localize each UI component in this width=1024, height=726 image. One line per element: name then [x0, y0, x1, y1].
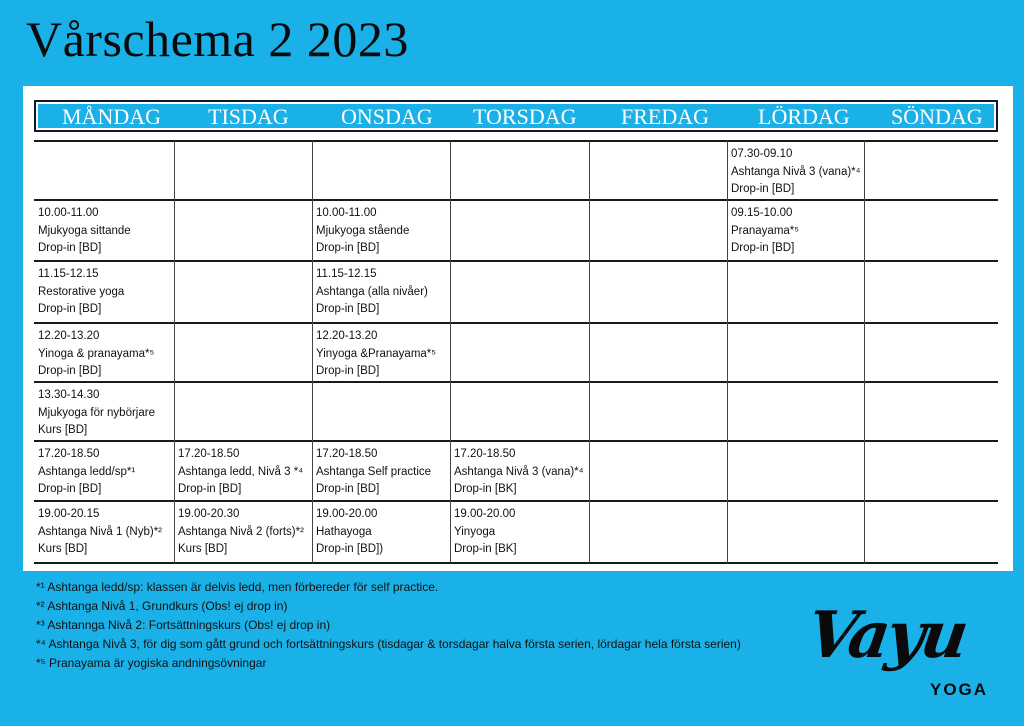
class-time: 17.20-18.50 — [454, 448, 516, 460]
footnote-2: *² Ashtanga Nivå 1, Grundkurs (Obs! ej drop in) — [36, 599, 288, 613]
column-divider — [174, 141, 175, 563]
class-entry — [38, 446, 135, 499]
class-entry — [454, 446, 584, 499]
class-time: 19.00-20.15 — [38, 508, 100, 520]
footnote-5: *⁵ Pranayama är yogiska andningsövningar — [36, 656, 267, 670]
class-name: Ashtanga ledd/sp*¹ — [38, 465, 136, 478]
class-type: Drop-in [BD] — [38, 303, 102, 315]
class-time: 12.20-13.20 — [38, 330, 100, 342]
class-name: Ashtanga Nivå 3 (vana)*⁴ — [731, 165, 861, 178]
class-time: 19.00-20.00 — [454, 508, 516, 520]
class-entry — [316, 205, 409, 258]
class-entry — [731, 205, 799, 258]
logo-wordmark: Vayu — [802, 598, 971, 673]
class-type: Kurs [BD] — [38, 424, 88, 436]
class-entry — [316, 328, 436, 381]
class-name: Ashtanga ledd, Nivå 3 *⁴ — [178, 465, 304, 478]
class-entry — [316, 266, 428, 319]
footnote-3: *³ Ashtannga Nivå 2: Fortsättningskurs (Obs! ej drop in) — [36, 618, 331, 632]
class-time: 17.20-18.50 — [316, 448, 378, 460]
class-time: 10.00-11.00 — [316, 207, 377, 219]
class-time: 09.15-10.00 — [731, 207, 793, 219]
vayu-yoga-logo — [802, 598, 989, 710]
day-wednesday: ONSDAG — [341, 104, 433, 129]
class-entry — [178, 506, 304, 559]
class-time: 11.15-12.15 — [38, 268, 99, 280]
class-name: Yinyoga &Pranayama*⁵ — [316, 347, 437, 360]
day-monday: MÅNDAG — [62, 104, 161, 129]
class-name: Restorative yoga — [38, 285, 125, 298]
day-saturday: LÖRDAG — [758, 104, 850, 129]
class-time: 17.20-18.50 — [38, 448, 100, 460]
class-name: Yinoga & pranayama*⁵ — [38, 347, 155, 360]
class-type: Drop-in [BK] — [454, 483, 517, 495]
class-name: Ashtanga Nivå 3 (vana)*⁴ — [454, 465, 584, 478]
class-time: 19.00-20.00 — [316, 508, 378, 520]
class-entry — [178, 446, 303, 499]
class-entry — [38, 506, 162, 559]
class-name: Mjukyoga sittande — [38, 224, 131, 237]
class-type: Kurs [BD] — [38, 543, 88, 555]
class-time: 17.20-18.50 — [178, 448, 240, 460]
class-entry — [731, 146, 861, 199]
class-type: Drop-in [BD] — [316, 365, 380, 377]
class-name: Mjukyoga stående — [316, 224, 410, 237]
row-divider — [34, 260, 998, 262]
day-header-bar — [34, 100, 998, 132]
class-type: Drop-in [BD] — [38, 242, 102, 254]
row-divider — [34, 140, 998, 142]
class-entry — [38, 328, 154, 381]
class-type: Kurs [BD] — [178, 543, 228, 555]
footnote-1: *¹ Ashtanga ledd/sp: klassen är delvis ledd, men förbereder för self practice. — [36, 580, 439, 594]
class-entry — [316, 506, 383, 559]
class-type: Drop-in [BD] — [316, 483, 380, 495]
class-type: Drop-in [BD] — [316, 242, 380, 254]
class-name: Mjukyoga för nybörjare — [38, 406, 155, 419]
day-tuesday: TISDAG — [208, 104, 289, 129]
class-type: Drop-in [BD]) — [316, 543, 384, 555]
class-name: Pranayama*⁵ — [731, 224, 800, 237]
class-time: 11.15-12.15 — [316, 268, 377, 280]
class-type: Drop-in [BD] — [38, 483, 102, 495]
page-title: Vårschema 2 2023 — [26, 11, 409, 67]
row-divider — [34, 199, 998, 201]
class-type: Drop-in [BD] — [731, 242, 795, 254]
class-type: Drop-in [BD] — [38, 365, 102, 377]
logo-subtitle: YOGA — [930, 680, 989, 699]
class-name: Yinyoga — [454, 525, 496, 538]
class-name: Ashtanga Nivå 2 (forts)*² — [178, 525, 304, 538]
column-divider — [450, 141, 451, 563]
row-divider — [34, 500, 998, 502]
class-type: Drop-in [BK] — [454, 543, 517, 555]
column-divider — [312, 141, 313, 563]
column-divider — [727, 141, 728, 563]
footnote-4: *⁴ Ashtanga Nivå 3, för dig som gått grund och fortsättningskurs (tisdagar & torsdagar halva första serien, lördagar hela första serien) — [36, 637, 741, 651]
class-time: 19.00-20.30 — [178, 508, 240, 520]
class-entry — [38, 266, 124, 319]
day-thursday: TORSDAG — [473, 104, 577, 129]
class-type: Drop-in [BD] — [178, 483, 242, 495]
class-time: 12.20-13.20 — [316, 330, 378, 342]
row-divider — [34, 322, 998, 324]
class-entry — [38, 387, 155, 440]
day-friday: FREDAG — [621, 104, 710, 129]
row-divider — [34, 562, 998, 564]
class-name: Hathayoga — [316, 525, 372, 538]
class-name: Ashtanga Self practice — [316, 465, 432, 478]
row-divider — [34, 381, 998, 383]
column-divider — [589, 141, 590, 563]
schedule-panel — [23, 86, 1013, 571]
class-entry — [38, 205, 131, 258]
class-type: Drop-in [BD] — [731, 183, 795, 195]
class-time: 10.00-11.00 — [38, 207, 99, 219]
day-sunday: SÖNDAG — [891, 104, 983, 129]
class-time: 13.30-14.30 — [38, 389, 100, 401]
class-type: Drop-in [BD] — [316, 303, 380, 315]
class-entry — [454, 506, 517, 559]
class-time: 07.30-09.10 — [731, 148, 793, 160]
row-divider — [34, 440, 998, 442]
footnotes — [36, 578, 806, 673]
class-entry — [316, 446, 431, 499]
class-name: Ashtanga (alla nivåer) — [316, 285, 428, 298]
column-divider — [864, 141, 865, 563]
class-name: Ashtanga Nivå 1 (Nyb)*² — [38, 525, 162, 538]
